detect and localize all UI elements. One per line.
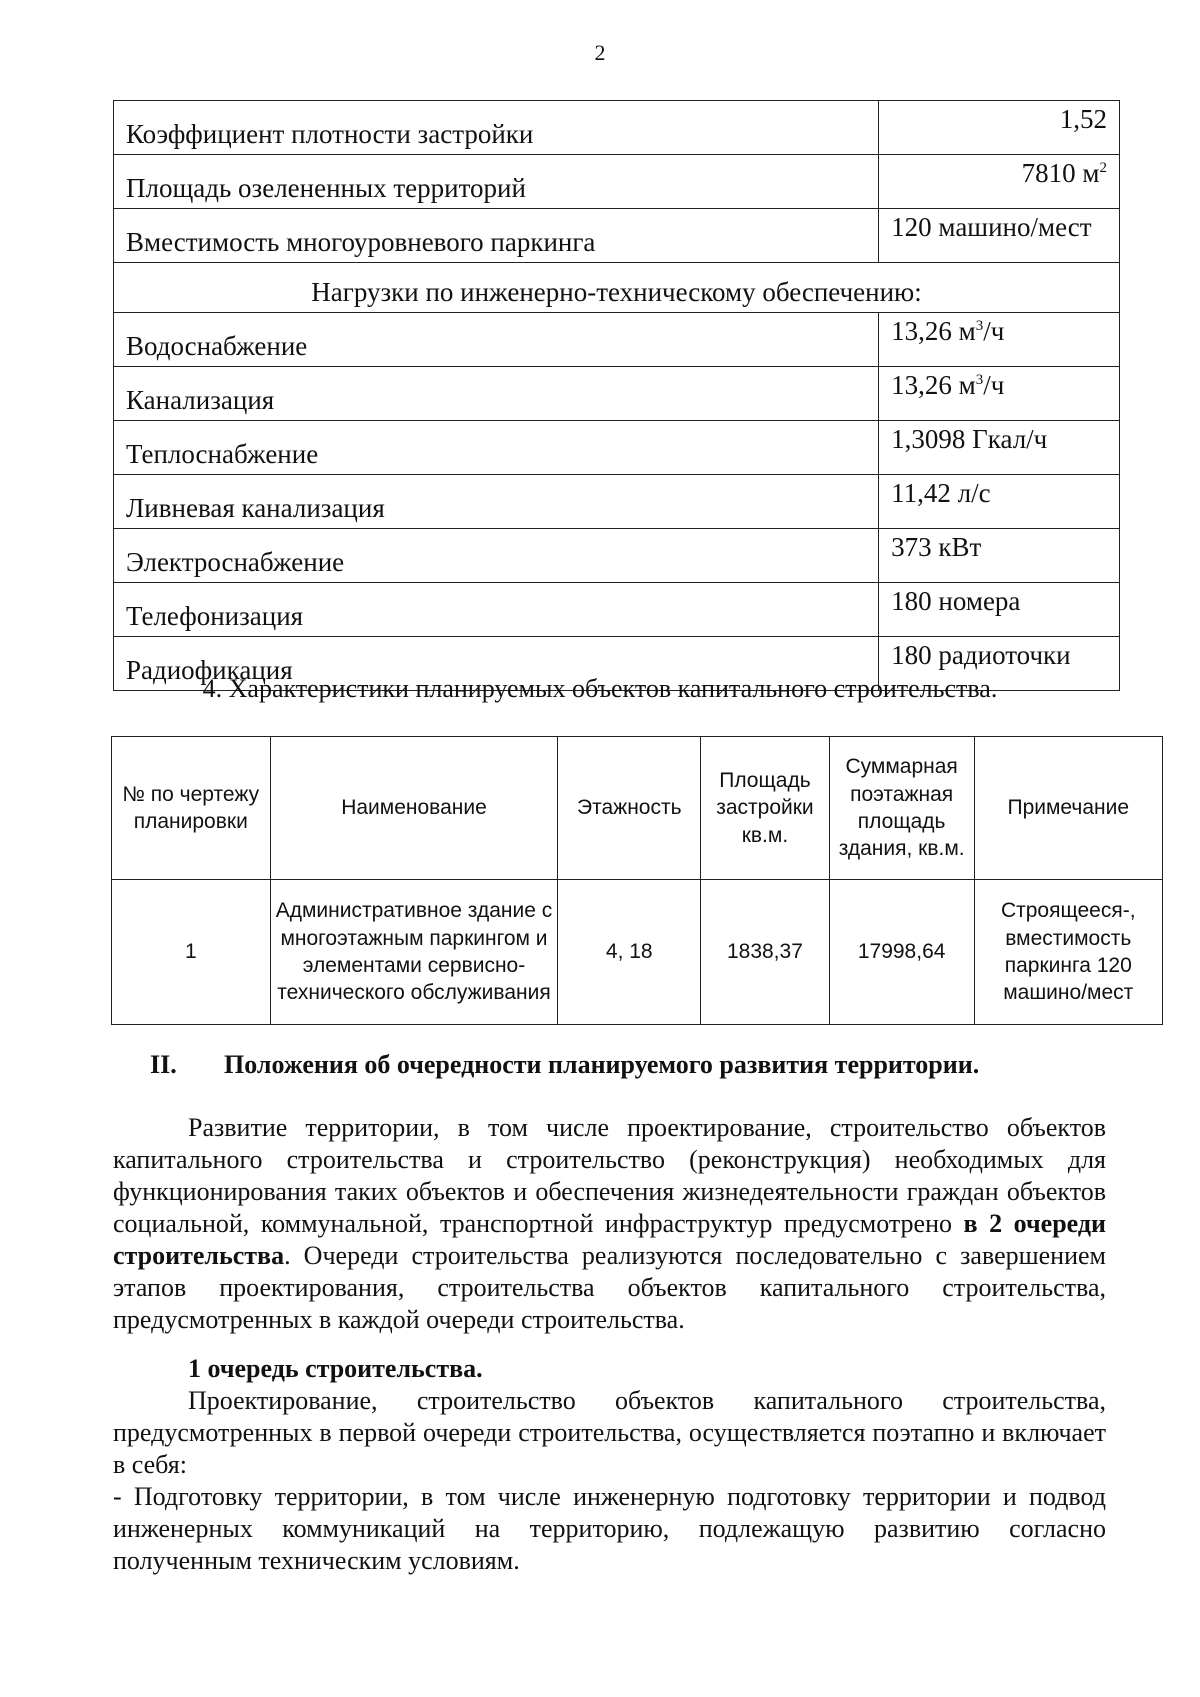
section-ii-heading [150, 1050, 979, 1080]
column-header: Наименование [270, 737, 558, 880]
superscript: 3 [975, 318, 984, 334]
param-value [879, 155, 1120, 209]
param-value [879, 313, 1120, 367]
table-row [114, 421, 1120, 475]
param-value: 1,52 [879, 101, 1120, 155]
param-label: Ливневая канализация [114, 475, 879, 529]
table-row [114, 583, 1120, 637]
text-fragment: Развитие территории, в том числе проектирование, строительство объектов капитального строительства и строительство (реконструкция) необходимых для функционирования таких объектов и обеспечения жизнедеятельности граждан объектов социальной, коммунальной, транспортной инфраструктур предусмотрено [113, 1113, 1106, 1238]
table-cell: 1838,37 [701, 880, 830, 1025]
column-header: № по чертежу планировки [112, 737, 271, 880]
superscript: 3 [975, 372, 984, 388]
bold-fragment: в 2 очереди строительства [113, 1209, 1106, 1270]
table-cell: Строящееся-, вместимость паркинга 120 машино/мест [974, 880, 1163, 1025]
table-row [114, 263, 1120, 313]
table-row [114, 101, 1120, 155]
section-number: II. [150, 1050, 177, 1079]
table-cell: 4, 18 [558, 880, 701, 1025]
table-cell: Административное здание с многоэтажным паркингом и элементами сервисно-технического обслуживания [270, 880, 558, 1025]
value-suffix: /ч [983, 316, 1005, 346]
table-row [114, 475, 1120, 529]
paragraph-text: - Подготовку территории, в том числе инженерную подготовку территории и подвод инженерных коммуникаций на территорию, подлежащую развитию согласно полученным техническим условиям. [113, 1482, 1106, 1575]
param-label: Телефонизация [114, 583, 879, 637]
param-label: Теплоснабжение [114, 421, 879, 475]
parameters-table [113, 100, 1120, 691]
section-4-title: 4. Характеристики планируемых объектов капитального строительства. [202, 674, 998, 703]
column-header: Площадь застройки кв.м. [701, 737, 830, 880]
param-value: 11,42 л/с [879, 475, 1120, 529]
value-text: 13,26 м [891, 316, 976, 346]
table-row [114, 209, 1120, 263]
stage-1-block [113, 1353, 1106, 1577]
superscript: 2 [1099, 160, 1107, 176]
paragraph-text [113, 1112, 1106, 1336]
loads-header: Нагрузки по инженерно-техническому обеспечению: [114, 263, 1120, 313]
development-paragraph [113, 1112, 1106, 1336]
table-header-row [112, 737, 1163, 880]
text-fragment: . Очереди строительства реализуются последовательно с завершением этапов проектирования, строительства объектов капитального строительства, предусмотренных в каждой очереди строительства. [113, 1241, 1106, 1334]
param-value: 120 машино/мест [879, 209, 1120, 263]
value-text: 13,26 м [891, 370, 976, 400]
param-label: Коэффициент плотности застройки [114, 101, 879, 155]
param-label: Электроснабжение [114, 529, 879, 583]
param-label: Вместимость многоуровневого паркинга [114, 209, 879, 263]
param-label: Площадь озелененных территорий [114, 155, 879, 209]
paragraph-text: Проектирование, строительство объектов капитального строительства, предусмотренных в первой очереди строительства, осуществляется поэтапно и включает в себя: [113, 1386, 1106, 1479]
column-header: Этажность [558, 737, 701, 880]
table-cell: 1 [112, 880, 271, 1025]
table-cell: 17998,64 [829, 880, 974, 1025]
section-title: Положения об очередности планируемого развития территории. [224, 1050, 980, 1079]
table-row [114, 529, 1120, 583]
param-value: 373 кВт [879, 529, 1120, 583]
param-value: 180 номера [879, 583, 1120, 637]
param-label: Канализация [114, 367, 879, 421]
table-row [114, 155, 1120, 209]
value-text: 7810 м [1021, 158, 1100, 188]
stage-1-heading: 1 очередь строительства. [188, 1354, 483, 1383]
table-row [114, 313, 1120, 367]
param-label: Радиофикация [114, 637, 879, 691]
column-header: Примечание [974, 737, 1163, 880]
objects-table [111, 736, 1163, 1025]
param-value [879, 367, 1120, 421]
param-value: 1,3098 Гкал/ч [879, 421, 1120, 475]
value-suffix: /ч [983, 370, 1005, 400]
page-number: 2 [594, 40, 606, 65]
param-label: Водоснабжение [114, 313, 879, 367]
table-row [114, 367, 1120, 421]
table-row [112, 880, 1163, 1025]
column-header: Суммарная поэтажная площадь здания, кв.м. [829, 737, 974, 880]
param-value: 180 радиоточки [879, 637, 1120, 691]
